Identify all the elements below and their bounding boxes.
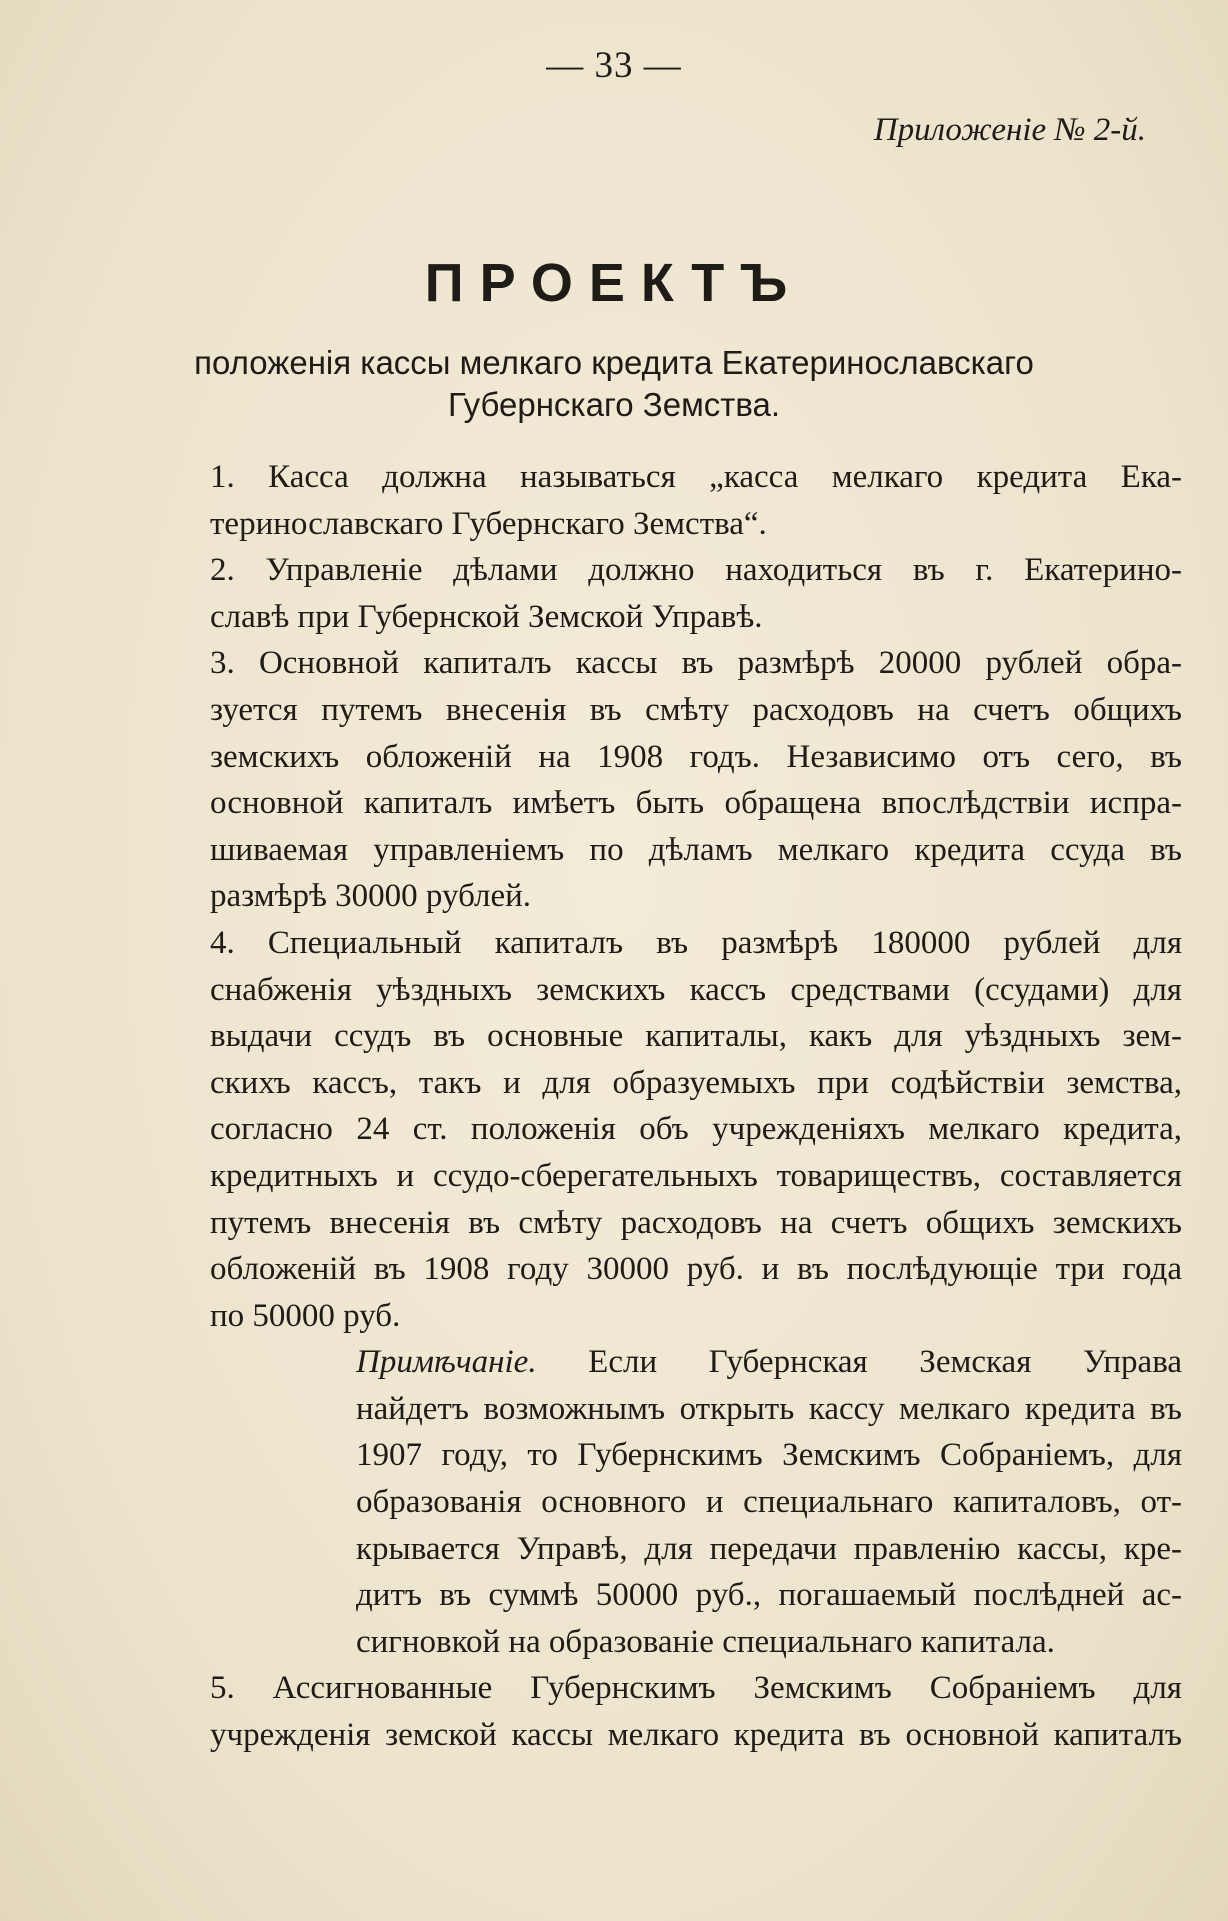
document-body: [128, 454, 1182, 1759]
text-line: земскихъ обложенiй на 1908 годъ. Независимо отъ сего, въ: [210, 738, 1182, 775]
document-title: ПРОЕКТЪ: [424, 253, 804, 313]
text-line: дитъ въ суммѣ 50000 руб., погашаемый послѣдней ас-: [356, 1577, 1182, 1614]
text-line: кредитныхъ и ссудо-сберегательныхъ товариществъ, составляется: [210, 1157, 1182, 1194]
text-line: учрежденiя земской кассы мелкаго кредита въ основной капиталъ: [210, 1717, 1182, 1754]
paragraph-4: [128, 920, 1182, 1339]
note-first-line: Если Губернская Земская Управа: [588, 1344, 1183, 1381]
note-label: Примѣчанiе.: [356, 1344, 537, 1381]
paragraph-1: [128, 454, 1182, 547]
text-line: 4. Специальный капиталъ въ размѣрѣ 180000 рублей для: [210, 924, 1182, 961]
page-number: — 33 —: [546, 45, 682, 86]
text-line: основной капиталъ имѣетъ быть обращена впослѣдствiи испра-: [210, 785, 1182, 822]
text-line: согласно 24 ст. положенiя объ учрежденiяхъ мелкаго кредита,: [210, 1111, 1182, 1148]
text-line: шиваемая управленiемъ по дѣламъ мелкаго кредита ссуда въ: [210, 831, 1182, 868]
paragraph-5: [128, 1665, 1182, 1758]
text-line: 3. Основной капиталъ кассы въ размѣрѣ 20000 рублей обра-: [210, 645, 1182, 682]
text-line: обложенiй въ 1908 году 30000 руб. и въ послѣдующiе три года: [210, 1251, 1182, 1288]
paragraph-3: [128, 640, 1182, 920]
text-line: найдетъ возможнымъ открыть кассу мелкаго кредита въ: [356, 1390, 1182, 1427]
text-line: крывается Управѣ, для передачи правленiю кассы, кре-: [356, 1530, 1182, 1567]
text-line: 5. Ассигнованные Губернскимъ Земскимъ Собранiемъ для: [210, 1670, 1182, 1707]
text-line: зуется путемъ внесенiя въ смѣту расходовъ на счетъ общихъ: [210, 691, 1182, 728]
text-line: [282, 1339, 1182, 1386]
text-line: теринославскаго Губернскаго Земства“.: [210, 505, 767, 542]
note-block: [282, 1339, 1182, 1665]
appendix-label: Приложенiе № 2-й.: [873, 112, 1146, 148]
text-line: 2. Управленiе дѣлами должно находиться въ г. Екатерино-: [210, 552, 1182, 589]
text-line: по 50000 руб.: [210, 1297, 401, 1334]
text-line: путемъ внесенiя въ смѣту расходовъ на счетъ общихъ земскихъ: [210, 1204, 1182, 1241]
text-line: 1907 году, то Губернскимъ Земскимъ Собранiемъ, для: [356, 1437, 1182, 1474]
text-line: выдачи ссудъ въ основные капиталы, какъ для уѣздныхъ зем-: [210, 1018, 1182, 1055]
text-line: снабженiя уѣздныхъ земскихъ кассъ средствами (ссудами) для: [210, 971, 1182, 1008]
subtitle-line-1: положенiя кассы мелкаго кредита Екатеринославскаго: [194, 344, 1034, 381]
text-line: 1. Касса должна называться „касса мелкаго кредита Ека-: [210, 459, 1182, 495]
text-line: скихъ кассъ, такъ и для образуемыхъ при содѣйствiи земства,: [210, 1064, 1182, 1101]
text-line: размѣрѣ 30000 рублей.: [210, 878, 532, 915]
subtitle-line-2: Губернскаго Земства.: [447, 386, 781, 423]
text-line: славѣ при Губернской Земской Управѣ.: [210, 598, 763, 635]
text-line: сигновкой на образованiе специальнаго капитала.: [356, 1623, 1055, 1660]
document-subtitle: [100, 342, 1128, 426]
paragraph-2: [128, 547, 1182, 640]
text-line: образованiя основного и специальнаго капиталовъ, от-: [356, 1484, 1182, 1521]
